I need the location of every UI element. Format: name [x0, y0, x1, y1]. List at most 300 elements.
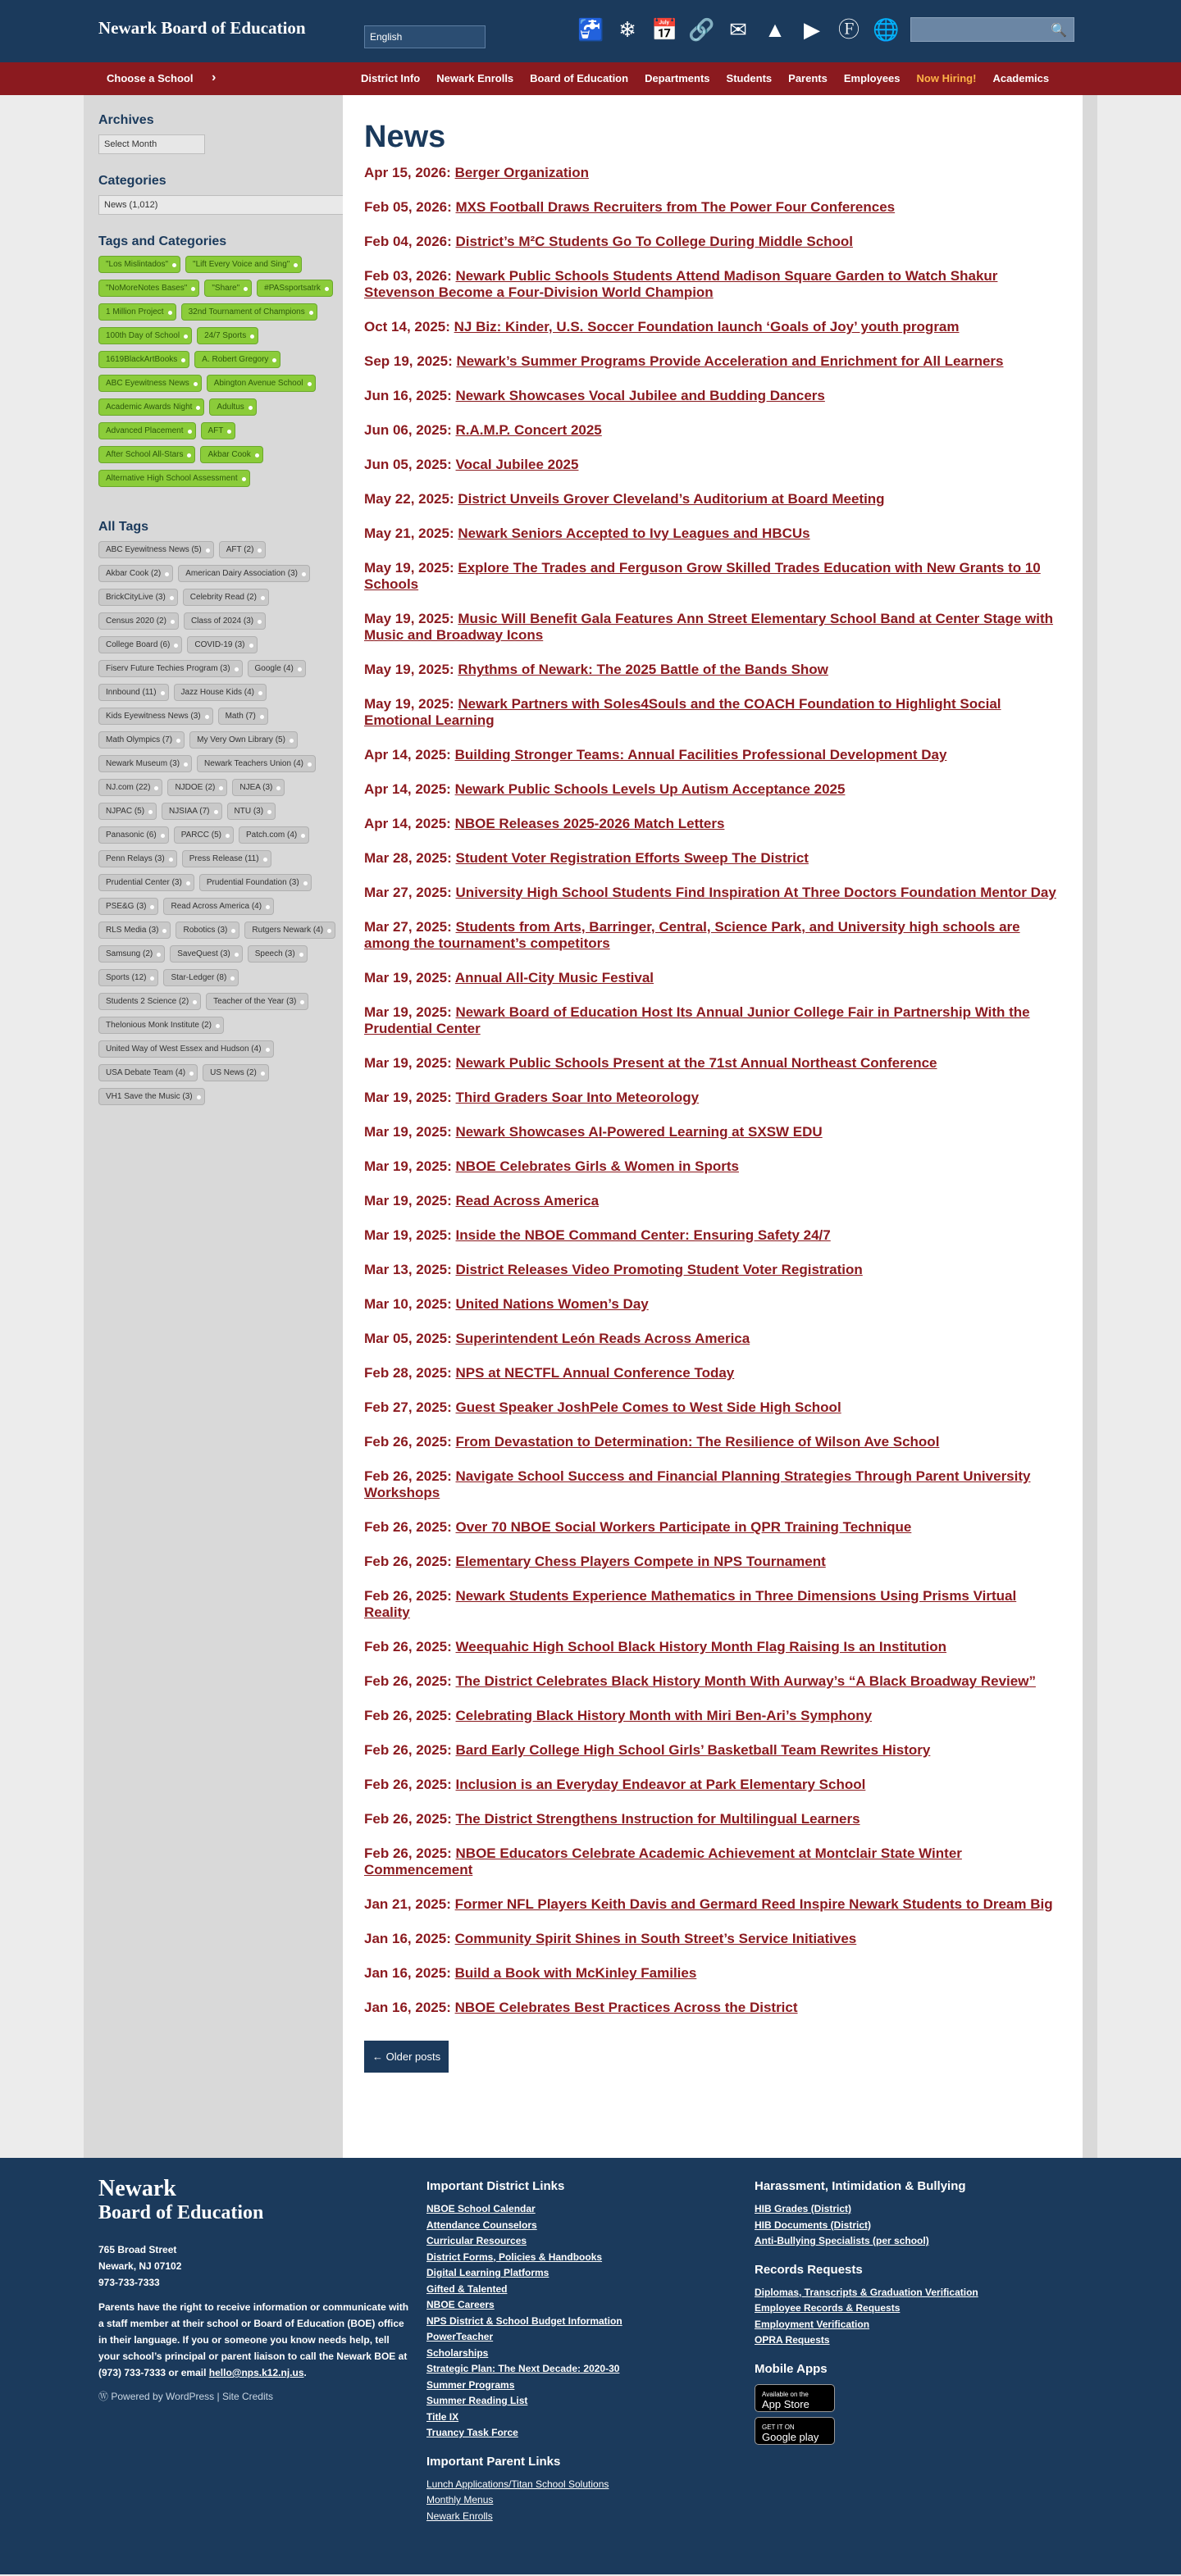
post-title-link[interactable]: Over 70 NBOE Social Workers Participate in QPR Training Technique	[455, 1519, 912, 1535]
tag-item[interactable]: Newark Teachers Union (4)	[197, 755, 316, 772]
post-item	[364, 1896, 1061, 1913]
search-input[interactable]	[910, 17, 1074, 42]
calendar-icon[interactable]: 📅	[651, 17, 678, 42]
post-date: May 21, 2025:	[364, 526, 454, 541]
post-date: Feb 28, 2025:	[364, 1365, 452, 1381]
post-item	[364, 611, 1061, 644]
tag-item[interactable]: BrickCityLive (3)	[98, 589, 178, 606]
post-date: Mar 28, 2025:	[364, 850, 452, 866]
footer-link[interactable]: Attendance Counselors	[426, 2219, 537, 2231]
post-item	[364, 696, 1061, 729]
email-link[interactable]: hello@nps.k12.nj.us	[208, 2367, 304, 2378]
post-item	[364, 1193, 1061, 1209]
post-item	[364, 747, 1061, 763]
post-date: Mar 13, 2025:	[364, 1262, 452, 1277]
post-date: Feb 26, 2025:	[364, 1639, 452, 1654]
language-notice-text: Parents have the right to receive information or communicate with a staff member at their school or Board of Education (BOE) office in their language. If you or someone you know needs help, tell your school’s principal or parent liaison to call the Newark BOE at (973) 733-7333 or email	[98, 2301, 409, 2378]
tag-item[interactable]: 1 Million Project	[98, 303, 176, 321]
tag-item[interactable]: American Dairy Association (3)	[178, 565, 310, 582]
tag-item[interactable]: PSE&G (3)	[98, 898, 158, 915]
categories-heading: Categories	[98, 174, 166, 188]
post-title-link[interactable]: Superintendent León Reads Across America	[455, 1331, 750, 1346]
tag-item[interactable]: Sports (12)	[98, 969, 158, 986]
nav-item[interactable]: Academics	[992, 72, 1050, 84]
records-links	[755, 2285, 1066, 2349]
tag-item[interactable]: "Lift Every Voice and Sing"	[185, 256, 302, 273]
post-item	[364, 2000, 1061, 2016]
tag-item[interactable]: Academic Awards Night	[98, 398, 204, 416]
tag-item[interactable]: Thelonious Monk Institute (2)	[98, 1017, 224, 1034]
post-title-link[interactable]: Annual All-City Music Festival	[454, 970, 654, 985]
post-title-link[interactable]: Bard Early College High School Girls’ Basketball Team Rewrites History	[455, 1742, 931, 1758]
post-item	[364, 1639, 1061, 1655]
post-title-link[interactable]: NBOE Celebrates Best Practices Across the District	[454, 2000, 798, 2015]
post-title-link[interactable]: University High School Students Find Inspiration At Three Doctors Foundation Mentor Day	[455, 885, 1056, 900]
tag-item[interactable]: Akbar Cook (2)	[98, 565, 173, 582]
tag-item[interactable]: 32nd Tournament of Champions	[181, 303, 317, 321]
footer-link[interactable]: Summer Reading List	[426, 2395, 528, 2406]
footer-link[interactable]: Gifted & Talented	[426, 2282, 508, 2295]
facebook-icon[interactable]: Ⓕ	[837, 17, 860, 42]
post-date: Jun 16, 2025:	[364, 388, 452, 403]
footer-brand: Newark	[98, 2176, 176, 2201]
tag-item[interactable]: ABC Eyewitness News	[98, 375, 202, 392]
post-date: Mar 19, 2025:	[364, 1055, 452, 1071]
footer-link[interactable]: Monthly Menus	[426, 2494, 494, 2505]
post-date: Mar 19, 2025:	[364, 1227, 452, 1243]
post-date: May 19, 2025:	[364, 611, 454, 626]
footer-link[interactable]: District Forms, Policies & Handbooks	[426, 2251, 603, 2263]
tag-item[interactable]: RLS Media (3)	[98, 922, 171, 939]
post-title-link[interactable]: NBOE Educators Celebrate Academic Achievement at Montclair State Winter Commencement	[364, 1846, 962, 1877]
post-title-link[interactable]: Elementary Chess Players Compete in NPS Tournament	[455, 1554, 826, 1569]
post-title-link[interactable]: Newark’s Summer Programs Provide Acceleration and Enrichment for All Learners	[456, 353, 1004, 369]
post-item	[364, 388, 1061, 404]
tag-item[interactable]: NJ.com (22)	[98, 779, 162, 796]
footer-link[interactable]: Truancy Task Force	[426, 2427, 518, 2438]
post-date: Feb 26, 2025:	[364, 1846, 452, 1861]
tag-item[interactable]: Alternative High School Assessment	[98, 470, 250, 487]
post-item	[364, 970, 1061, 986]
tag-item[interactable]: Class of 2024 (3)	[184, 612, 266, 630]
post-item	[364, 662, 1061, 678]
tag-item[interactable]: Innbound (11)	[98, 684, 169, 701]
tag-item[interactable]: Panasonic (6)	[98, 826, 169, 844]
post-item	[364, 1931, 1061, 1947]
post-title-link[interactable]: Newark Students Experience Mathematics in Three Dimensions Using Prisms Virtual Reality	[364, 1588, 1017, 1620]
post-item	[364, 199, 1061, 216]
post-title-link[interactable]: Newark Public Schools Students Attend Madison Square Garden to Watch Shakur Stevenson Become a Four-Division World Champion	[364, 268, 998, 300]
language-notice: Parents have the right to receive information or communicate with a staff member at their school or Board of Education (BOE) office in their language. If you or someone you know needs help, tell your school’s principal or parent liaison to call the Newark BOE at (973) 733-7333 or email hello@nps.k12.nj.us.	[98, 2301, 409, 2378]
tag-item[interactable]: Abington Avenue School	[207, 375, 316, 392]
tag-item[interactable]: Fiserv Future Techies Program (3)	[98, 660, 243, 677]
tag-item[interactable]: Celebrity Read (2)	[183, 589, 269, 606]
post-title-link[interactable]: NBOE Releases 2025-2026 Match Letters	[454, 816, 725, 831]
footer-link[interactable]: Scholarships	[426, 2346, 489, 2359]
main-nav	[0, 62, 1181, 95]
post-date: Jun 05, 2025:	[364, 457, 452, 472]
post-date: Mar 05, 2025:	[364, 1331, 452, 1346]
tag-cloud	[98, 256, 336, 487]
tag-item[interactable]: Prudential Foundation (3)	[199, 874, 312, 891]
post-date: Feb 26, 2025:	[364, 1519, 452, 1535]
footer-link[interactable]: HIB Documents (District)	[755, 2219, 872, 2231]
footer-link[interactable]: Diplomas, Transcripts & Graduation Verification	[755, 2286, 978, 2298]
powered-by-text[interactable]: Powered by WordPress | Site Credits	[111, 2391, 273, 2402]
post-title-link[interactable]: NPS at NECTFL Annual Conference Today	[455, 1365, 735, 1381]
app-store-label: App Store	[762, 2397, 809, 2410]
tag-item[interactable]: A. Robert Gregory	[194, 351, 280, 368]
post-title-link[interactable]: Former NFL Players Keith Davis and Germard Reed Inspire Newark Students to Dream Big	[454, 1896, 1053, 1912]
post-item	[364, 885, 1061, 901]
hib-links	[755, 2201, 1066, 2250]
post-title-link[interactable]: Newark Partners with Soles4Souls and the COACH Foundation to Highlight Social Emotional Learning	[364, 696, 1001, 728]
post-title-link[interactable]: Berger Organization	[454, 165, 589, 180]
sidebar	[84, 95, 343, 2158]
tag-item[interactable]: Teacher of the Year (3)	[206, 993, 308, 1010]
footer-link[interactable]: Curricular Resources	[426, 2235, 527, 2246]
tag-item[interactable]: Patch.com (4)	[239, 826, 309, 844]
post-item	[364, 1124, 1061, 1140]
drive-icon[interactable]: ▲	[764, 17, 786, 42]
footer-link[interactable]: OPRA Requests	[755, 2334, 830, 2346]
post-title-link[interactable]: The District Strengthens Instruction for Multilingual Learners	[455, 1811, 860, 1827]
post-item	[364, 1588, 1061, 1621]
footer-brand-sub: Board of Education	[98, 2202, 264, 2223]
post-date: Jan 21, 2025:	[364, 1896, 451, 1912]
post-item	[364, 1811, 1061, 1827]
post-item	[364, 1777, 1061, 1793]
post-title-link[interactable]: Third Graders Soar Into Meteorology	[455, 1090, 700, 1105]
google-play-small: GET IT ON	[762, 2423, 795, 2431]
post-date: Sep 19, 2025:	[364, 353, 453, 369]
post-date: Jan 16, 2025:	[364, 2000, 451, 2015]
category-news[interactable]: News (1,012)	[98, 195, 344, 215]
post-date: Feb 05, 2026:	[364, 199, 452, 215]
all-tags-cloud	[98, 541, 336, 1105]
district-links-col	[426, 2179, 738, 2524]
footer-link[interactable]: Title IX	[426, 2410, 459, 2423]
post-item	[364, 526, 1061, 542]
post-date: Feb 04, 2026:	[364, 234, 452, 249]
footer-link[interactable]: HIB Grades (District)	[755, 2203, 852, 2214]
footer-link[interactable]: Employment Verification	[755, 2318, 870, 2330]
post-title-link[interactable]: Building Stronger Teams: Annual Facilities Professional Development Day	[454, 747, 947, 762]
footer-link[interactable]: PowerTeacher	[426, 2331, 494, 2342]
post-title-link[interactable]: R.A.M.P. Concert 2025	[455, 422, 602, 438]
footer-link[interactable]: Newark Enrolls	[426, 2510, 493, 2522]
tag-item[interactable]: 1619BlackArtBooks	[98, 351, 189, 368]
post-title-link[interactable]: Newark Showcases Vocal Jubilee and Budding Dancers	[455, 388, 825, 403]
tag-item[interactable]: Adultus	[209, 398, 256, 416]
post-item	[364, 1965, 1061, 1982]
post-item	[364, 1090, 1061, 1106]
post-date: Feb 26, 2025:	[364, 1811, 452, 1827]
nav-item[interactable]: Students	[726, 72, 773, 84]
mail-icon[interactable]: ✉	[729, 17, 747, 42]
google-play-button[interactable]	[755, 2417, 835, 2445]
post-item	[364, 422, 1061, 439]
post-title-link[interactable]: The District Celebrates Black History Month With Aurway’s “A Black Broadway Review”	[455, 1673, 1036, 1689]
tag-item[interactable]: AFT	[201, 422, 236, 439]
hib-heading: Harassment, Intimidation & Bullying	[755, 2179, 966, 2193]
post-item	[364, 919, 1061, 952]
footer-link[interactable]: NPS District & School Budget Information	[426, 2314, 622, 2327]
tag-item[interactable]: NTU (3)	[227, 803, 276, 820]
tag-item[interactable]: Jazz House Kids (4)	[174, 684, 267, 701]
post-item	[364, 1158, 1061, 1175]
footer-link[interactable]: Employee Records & Requests	[755, 2302, 901, 2314]
post-title-link[interactable]: Celebrating Black History Month with Miri Ben-Ari’s Symphony	[455, 1708, 873, 1723]
post-date: Mar 27, 2025:	[364, 885, 452, 900]
post-item	[364, 1708, 1061, 1724]
page-title: News	[364, 120, 446, 154]
header-icons	[577, 16, 910, 43]
post-title-link[interactable]: Inside the NBOE Command Center: Ensuring Safety 24/7	[455, 1227, 831, 1243]
post-item	[364, 1468, 1061, 1501]
post-item	[364, 1055, 1061, 1072]
tag-item[interactable]: ABC Eyewitness News (5)	[98, 541, 214, 558]
tag-item[interactable]: Robotics (3)	[176, 922, 239, 939]
choose-school-button[interactable]: Choose a School	[107, 72, 194, 84]
post-date: Mar 19, 2025:	[364, 1158, 452, 1174]
post-title-link[interactable]: Guest Speaker JoshPele Comes to West Side High School	[455, 1400, 841, 1415]
post-title-link[interactable]: Students from Arts, Barringer, Central, Science Park, and University high schools are among the tournament’s competitors	[364, 919, 1020, 951]
post-date: Mar 27, 2025:	[364, 919, 452, 935]
district-links	[426, 2201, 738, 2442]
post-item	[364, 234, 1061, 250]
tag-item[interactable]: "Los Mislintados"	[98, 256, 180, 273]
post-item	[364, 1004, 1061, 1037]
post-date: Feb 26, 2025:	[364, 1742, 452, 1758]
post-title-link[interactable]: NBOE Celebrates Girls & Women in Sports	[455, 1158, 739, 1174]
nav-item[interactable]: Employees	[843, 72, 901, 84]
footer-link[interactable]: Digital Learning Platforms	[426, 2267, 549, 2278]
post-title-link[interactable]: Music Will Benefit Gala Features Ann Street Elementary School Band at Center Stage with Music and Broadway Icons	[364, 611, 1054, 643]
post-title-link[interactable]: Inclusion is an Everyday Endeavor at Park Elementary School	[455, 1777, 866, 1792]
tag-item[interactable]: Math (7)	[218, 708, 268, 725]
footer-link[interactable]: NBOE School Calendar	[426, 2203, 536, 2214]
post-date: Feb 26, 2025:	[364, 1777, 452, 1792]
post-date: May 19, 2025:	[364, 560, 454, 576]
post-item	[364, 560, 1061, 593]
snowflake-icon[interactable]: ❄	[618, 17, 636, 42]
tag-item[interactable]: My Very Own Library (5)	[189, 731, 298, 749]
nav-item[interactable]: Departments	[645, 72, 710, 84]
tag-item[interactable]: Akbar Cook	[200, 446, 262, 463]
tag-item[interactable]: #PASsportsatrk	[257, 280, 333, 297]
post-item	[364, 850, 1061, 867]
search-icon[interactable]: 🔍	[1051, 24, 1067, 38]
post-title-link[interactable]: District Unveils Grover Cleveland’s Auditorium at Board Meeting	[458, 491, 885, 507]
chevron-right-icon[interactable]: ›	[212, 71, 217, 84]
tag-item[interactable]: Prudential Center (3)	[98, 874, 194, 891]
tag-item[interactable]: SaveQuest (3)	[170, 945, 242, 963]
tag-item[interactable]: AFT (2)	[219, 541, 267, 558]
post-item	[364, 1400, 1061, 1416]
post-title-link[interactable]: Community Spirit Shines in South Street’s Service Initiatives	[454, 1931, 857, 1946]
archives-heading: Archives	[98, 113, 154, 127]
parent-links-heading: Important Parent Links	[426, 2454, 561, 2469]
nav-item[interactable]: Now Hiring!	[916, 72, 977, 84]
tag-item[interactable]: NJPAC (5)	[98, 803, 157, 820]
main-content	[343, 95, 1083, 2158]
content-area	[0, 95, 1181, 2158]
tag-item[interactable]: Press Release (11)	[182, 850, 271, 867]
post-title-link[interactable]: Build a Book with McKinley Families	[454, 1965, 697, 1981]
post-list	[364, 165, 1061, 2016]
tag-item[interactable]: Students 2 Science (2)	[98, 993, 201, 1010]
post-item	[364, 1742, 1061, 1759]
post-title-link[interactable]: Newark Board of Education Host Its Annual Junior College Fair in Partnership With the Prudential Center	[364, 1004, 1030, 1036]
post-item	[364, 165, 1061, 181]
hib-col	[755, 2179, 1066, 2450]
post-title-link[interactable]: District’s M²C Students Go To College During Middle School	[455, 234, 854, 249]
post-title-link[interactable]: Rhythms of Newark: The 2025 Battle of the Bands Show	[458, 662, 828, 677]
post-item	[364, 1673, 1061, 1690]
post-item	[364, 491, 1061, 507]
post-date: Feb 27, 2025:	[364, 1400, 452, 1415]
footer-link[interactable]: Anti-Bullying Specialists (per school)	[755, 2235, 929, 2246]
post-date: Feb 03, 2026:	[364, 268, 452, 284]
post-date: Apr 14, 2025:	[364, 781, 451, 797]
post-title-link[interactable]: NJ Biz: Kinder, U.S. Soccer Foundation launch ‘Goals of Joy’ youth program	[454, 319, 960, 335]
tag-item[interactable]: 100th Day of School	[98, 327, 192, 344]
post-date: Jan 16, 2025:	[364, 1931, 451, 1946]
footer-link[interactable]: Summer Programs	[426, 2378, 515, 2391]
post-title-link[interactable]: From Devastation to Determination: The Resilience of Wilson Ave School	[455, 1434, 940, 1450]
post-item	[364, 1296, 1061, 1313]
tag-item[interactable]: College Board (6)	[98, 636, 182, 653]
post-date: Mar 19, 2025:	[364, 1004, 452, 1020]
post-date: Mar 19, 2025:	[364, 1193, 452, 1208]
tag-item[interactable]: Rutgers Newark (4)	[244, 922, 335, 939]
post-title-link[interactable]: Newark Showcases AI-Powered Learning at SXSW EDU	[455, 1124, 823, 1140]
nav-menu	[361, 72, 1065, 84]
post-title-link[interactable]: MXS Football Draws Recruiters from The Power Four Conferences	[455, 199, 896, 215]
nav-item[interactable]: Parents	[788, 72, 828, 84]
post-title-link[interactable]: United Nations Women’s Day	[455, 1296, 649, 1312]
tag-item[interactable]: NJDOE (2)	[167, 779, 227, 796]
tag-item[interactable]: Math Olympics (7)	[98, 731, 185, 749]
post-date: May 22, 2025:	[364, 491, 454, 507]
tag-item[interactable]: Speech (3)	[248, 945, 308, 963]
footer-link[interactable]: Lunch Applications/Titan School Solutions	[426, 2478, 609, 2490]
post-item	[364, 1262, 1061, 1278]
link-icon[interactable]: 🔗	[688, 17, 715, 42]
post-title-link[interactable]: Newark Seniors Accepted to Ivy Leagues and HBCUs	[458, 526, 810, 541]
tag-item[interactable]: Kids Eyewitness News (3)	[98, 708, 213, 725]
older-posts-button[interactable]: ← Older posts	[364, 2041, 449, 2073]
footer-link[interactable]: Strategic Plan: The Next Decade: 2020-30	[426, 2363, 620, 2374]
address-line: Newark, NJ 07102	[98, 2260, 182, 2272]
post-title-link[interactable]: Student Voter Registration Efforts Sweep The District	[455, 850, 809, 866]
post-date: May 19, 2025:	[364, 696, 454, 712]
language-select[interactable]: English	[364, 25, 486, 48]
tag-item[interactable]: 24/7 Sports	[197, 327, 258, 344]
tags-heading: Tags and Categories	[98, 234, 227, 248]
post-date: Feb 26, 2025:	[364, 1673, 452, 1689]
tag-item[interactable]: Samsung (2)	[98, 945, 165, 963]
post-title-link[interactable]: Read Across America	[455, 1193, 600, 1208]
post-date: Apr 14, 2025:	[364, 747, 451, 762]
post-title-link[interactable]: Weequahic High School Black History Month Flag Raising Is an Institution	[455, 1639, 947, 1654]
all-tags-heading: All Tags	[98, 520, 149, 534]
right-rail	[1083, 95, 1097, 2158]
tag-item[interactable]: Newark Museum (3)	[98, 755, 192, 772]
globe-icon[interactable]: 🌐	[873, 17, 900, 42]
post-date: Feb 26, 2025:	[364, 1554, 452, 1569]
tag-item[interactable]: Read Across America (4)	[163, 898, 274, 915]
tag-item[interactable]: Google (4)	[248, 660, 306, 677]
post-date: Mar 10, 2025:	[364, 1296, 452, 1312]
post-title-link[interactable]: Explore The Trades and Ferguson Grow Skilled Trades Education with New Grants to 10 Schools	[364, 560, 1041, 592]
post-title-link[interactable]: Newark Public Schools Present at the 71st Annual Northeast Conference	[455, 1055, 937, 1071]
youtube-icon[interactable]: ▶	[804, 17, 820, 42]
post-date: Feb 26, 2025:	[364, 1468, 452, 1484]
google-play-label: Google play	[762, 2430, 819, 2443]
tag-item[interactable]: Census 2020 (2)	[98, 612, 179, 630]
tag-item[interactable]: USA Debate Team (4)	[98, 1064, 198, 1081]
post-date: Feb 26, 2025:	[364, 1434, 452, 1450]
post-date: Apr 14, 2025:	[364, 816, 451, 831]
post-date: Mar 19, 2025:	[364, 1090, 452, 1105]
nav-item[interactable]: Newark Enrolls	[436, 72, 514, 84]
tag-item[interactable]: COVID-19 (3)	[187, 636, 257, 653]
tag-item[interactable]: United Way of West Essex and Hudson (4)	[98, 1040, 274, 1058]
nav-item[interactable]: Board of Education	[530, 72, 629, 84]
post-date: Mar 19, 2025:	[364, 970, 452, 985]
parent-links	[426, 2477, 738, 2525]
post-date: Apr 15, 2026:	[364, 165, 451, 180]
tag-item[interactable]: VH1 Save the Music (3)	[98, 1088, 205, 1105]
post-date: May 19, 2025:	[364, 662, 454, 677]
tag-item[interactable]: US News (2)	[203, 1064, 269, 1081]
faucet-icon[interactable]: 🚰	[577, 17, 604, 42]
footer	[0, 2158, 1181, 2574]
records-heading: Records Requests	[755, 2262, 863, 2277]
tag-item[interactable]: PARCC (5)	[174, 826, 234, 844]
site-brand[interactable]: Newark Board of Education	[98, 18, 306, 38]
post-title-link[interactable]: Newark Public Schools Levels Up Autism Acceptance 2025	[454, 781, 846, 797]
tag-item[interactable]: "NoMoreNotes Bases"	[98, 280, 199, 297]
post-item	[364, 319, 1061, 335]
tag-item[interactable]: After School All-Stars	[98, 446, 195, 463]
post-item	[364, 1331, 1061, 1347]
post-title-link[interactable]: District Releases Video Promoting Student Voter Registration	[455, 1262, 863, 1277]
nav-item[interactable]: District Info	[361, 72, 421, 84]
tag-item[interactable]: NJSIAA (7)	[162, 803, 221, 820]
footer-link[interactable]: NBOE Careers	[426, 2299, 495, 2310]
app-store-small: Available on the	[762, 2390, 809, 2398]
district-links-heading: Important District Links	[426, 2179, 565, 2193]
tag-item[interactable]: Advanced Placement	[98, 422, 196, 439]
post-item	[364, 1365, 1061, 1381]
tag-item[interactable]: "Share"	[204, 280, 252, 297]
app-store-button[interactable]	[755, 2384, 835, 2412]
phone-number: 973-733-7333	[98, 2277, 160, 2288]
tag-item[interactable]: Star-Ledger (8)	[163, 969, 239, 986]
tag-item[interactable]: Penn Relays (3)	[98, 850, 177, 867]
post-title-link[interactable]: Vocal Jubilee 2025	[455, 457, 579, 472]
archives-select[interactable]: Select Month	[98, 134, 205, 154]
post-date: Feb 26, 2025:	[364, 1708, 452, 1723]
post-date: Feb 26, 2025:	[364, 1588, 452, 1604]
post-item	[364, 1227, 1061, 1244]
tag-item[interactable]: NJEA (3)	[232, 779, 285, 796]
header	[0, 0, 1181, 62]
post-title-link[interactable]: Navigate School Success and Financial Planning Strategies Through Parent University Workshops	[364, 1468, 1031, 1500]
